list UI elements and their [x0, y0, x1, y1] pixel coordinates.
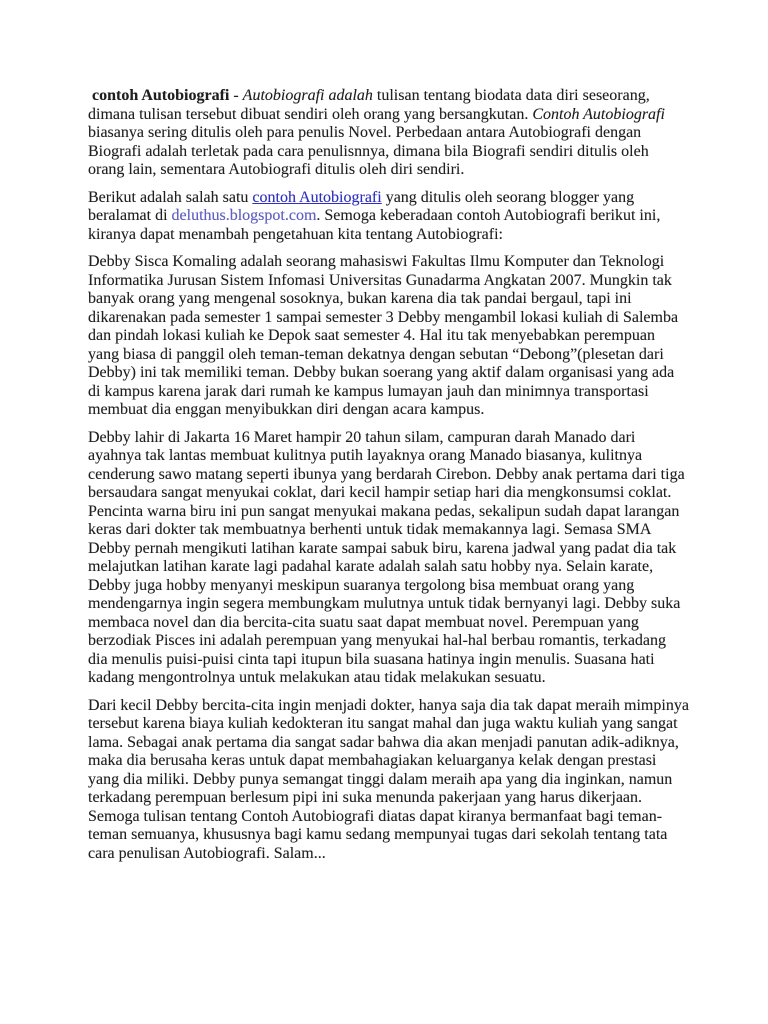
text-run: . Semoga keberadaan contoh Autobiografi berikut ini, kiranya dapat menambah pengetahuan kita tentang Autobiografi:: [88, 207, 665, 243]
text-run: Berikut adalah salah satu: [88, 188, 253, 206]
text-run: tulisan tentang biodata data diri seseorang, dimana tulisan tersebut dibuat sendiri oleh orang yang bersangkutan.: [88, 87, 654, 123]
paragraph-kampus: [88, 253, 689, 420]
deluthus-blogspot-link[interactable]: deluthus.blogspot.com: [171, 207, 317, 224]
text-run: biasanya sering ditulis oleh para penulis Novel. Perbedaan antara Autobiografi dengan Biografi adalah terletak pada cara penulisnnya, dimana bila Biografi sendiri ditulis oleh orang lain, sementara Autobiografi ditulis oleh diri sendiri.: [88, 105, 669, 178]
text-run: yang ditulis oleh seorang blogger yang beralamat di: [88, 188, 639, 224]
text-run: Semoga tulisan tentang Contoh Autobiografi diatas dapat kiranya bermanfaat bagi teman-teman semuanya, khususnya bagi kamu sedang mempunyai tugas dari sekolah tentang tata cara penulisan Autobiografi. Salam...: [88, 807, 672, 862]
paragraph-intro: [88, 87, 689, 180]
text-run: Debby lahir di Jakarta 16 Maret hampir 20 tahun silam, campuran darah Manado dari ayahnya tak lantas membuat kulitnya putih layaknya orang Manado biasanya, kulitnya cenderung sawo matang seperti ibunya yang berdarah Cirebon. Debby anak pertama dari tiga bersaudara sangat menyukai coklat, dari kecil hampir setiap hari dia mengkonsumsi coklat. Pencinta warna biru ini pun sangat menyukai makana pedas, sekalipun sudah dapat larangan keras dari dokter tak membuatnya berhenti untuk tidak memakannya lagi. Semasa SMA Debby pernah mengikuti latihan karate sampai sabuk biru, karena jadwal yang padat dia tak melajutkan latihan karate lagi padahal karate adalah salah satu hobby nya. Selain karate, Debby juga hobby menyanyi meskipun suaranya tergolong bisa membuat orang yang mendengarnya ingin segera membungkam mulutnya untuk tidak bernyanyi lagi. Debby suka membaca novel dan dia bercita-cita suatu saat dapat membuat novel. Perempuan yang berzodiak Pisces ini adalah perempuan yang menyukai hal-hal berbau romantis, terkadang dia menulis puisi-puisi cinta tapi itupun bila suasana hatinya ingin menulis. Suasana hati kadang mengontrolnya untuk melakukan atau tidak melakukan sesuatu.: [88, 428, 689, 686]
text-run: Dari kecil Debby bercita-cita ingin menjadi dokter, hanya saja dia tak dapat meraih mimpinya tersebut karena biaya kuliah kedokteran itu sangat mahal dan juga waktu kuliah yang sangat lama. Sebagai anak pertama dia sangat sadar bahwa dia akan menjadi panutan adik-adiknya, maka dia berusaha keras untuk dapat membahagiakan keluarganya kelak dengan prestasi yang dia miliki. Debby punya semangat tinggi dalam meraih apa yang dia inginkan, namun terkadang perempuan berlesum pipi ini suka menunda pakerjaan yang harus dikerjaan.: [88, 696, 693, 806]
paragraph-pribadi: [88, 429, 689, 688]
document-body: [88, 87, 693, 863]
paragraph-source: [88, 189, 689, 245]
text-run: Autobiografi adalah: [242, 87, 373, 104]
contoh-autobiografi-link[interactable]: contoh Autobiografi: [252, 188, 382, 206]
text-run: contoh Autobiografi: [88, 87, 230, 104]
text-run: Contoh Autobiografi: [532, 105, 665, 123]
paragraph-cita-cita: [88, 696, 693, 864]
text-run: Debby Sisca Komaling adalah seorang mahasiswi Fakultas Ilmu Komputer dan Teknologi Informatika Jurusan Sistem Infomasi Universitas Gunadarma Angkatan 2007. Mungkin tak banyak orang yang mengenal sosoknya, bukan karena dia tak pandai bergaul, tapi ini dikarenakan pada semester 1 sampai semester 3 Debby mengambil lokasi kuliah di Salemba dan pindah lokasi kuliah ke Depok saat semester 4. Hal itu tak menyebabkan perempuan yang biasa di panggil oleh teman-teman dekatnya dengan sebutan “Debong”(plesetan dari Debby) ini tak memiliki teman. Debby bukan soerang yang aktif dalam organisasi yang ada di kampus karena jarak dari rumah ke kampus lumayan jauh dan minimnya transportasi membuat dia enggan menyibukkan diri dengan acara kampus.: [88, 253, 683, 418]
text-run: -: [229, 87, 243, 104]
